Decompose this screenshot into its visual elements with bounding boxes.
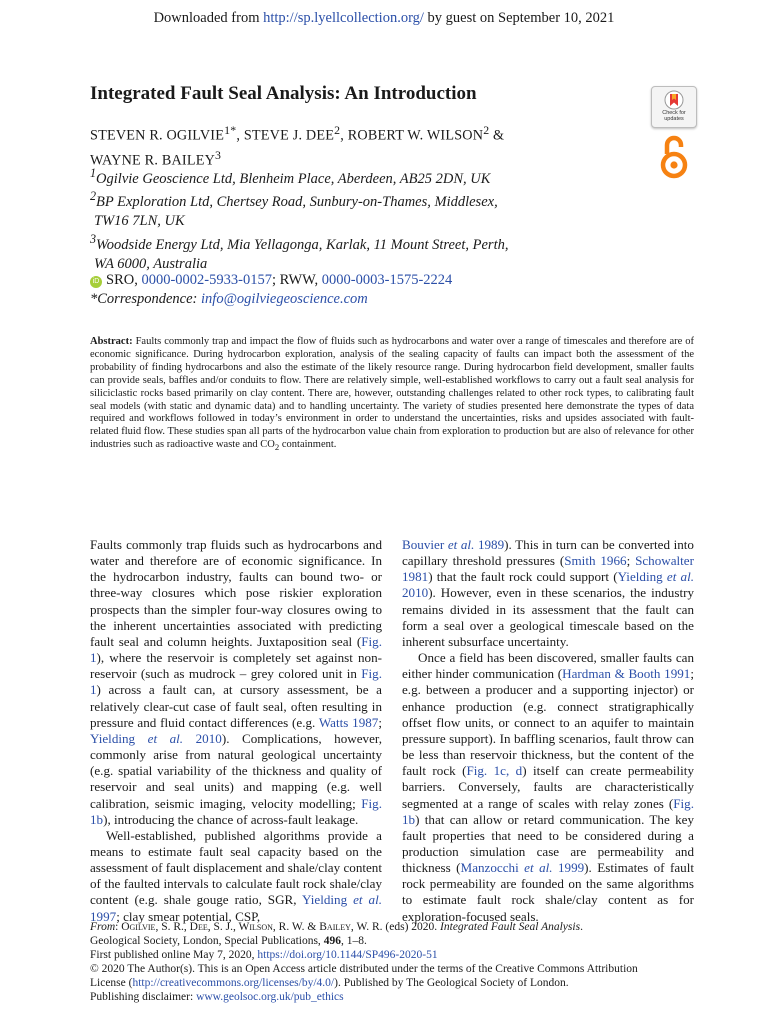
copyright-line: © 2020 The Author(s). This is an Open Access article distributed under the terms of the Creative Commons Attribution: [90, 963, 638, 976]
correspondence-email-link[interactable]: info@ogilviegeoscience.com: [201, 291, 368, 307]
body-text: ) across a fault can, at cursory assessment, be a relatively clear-cut case of fault seal, often resulting in pressure and fluid contact differences (e.g.: [90, 682, 382, 730]
disclaimer-text: Publishing disclaimer:: [90, 991, 197, 1004]
from-label: From: [90, 921, 116, 933]
ref-author: Yielding: [617, 569, 667, 585]
reference-link[interactable]: Watts 1987: [318, 714, 379, 730]
series-text: Geological Society, London, Special Publications,: [90, 935, 324, 948]
license-text: License (: [90, 977, 133, 990]
download-suffix: by guest on September 10, 2021: [423, 10, 615, 26]
author-dee: , STEVE J. DEE: [236, 127, 335, 144]
ref-author: Manzocchi: [460, 860, 525, 876]
affiliation-3: [90, 230, 560, 274]
correspondence-label: *Correspondence:: [90, 291, 202, 307]
abstract-co2-sub: 2: [274, 442, 280, 453]
orcid-link-rww[interactable]: 0000-0003-1575-2224: [321, 272, 453, 288]
ref-author: Bouvier: [402, 537, 448, 552]
body-text: Once a field has been discovered, smaller faults can either hinder communication (: [402, 650, 694, 682]
ref-year: 1989: [474, 537, 505, 552]
affiliation-2-text: BP Exploration Ltd, Chertsey Road, Sunbury-on-Thames, Middlesex,: [96, 193, 498, 210]
body-paragraph: [90, 828, 382, 925]
body-text: ) itself can create permeability barriers. Conversely, faults are characteristically segmented at a range of scales with relay zones (: [402, 763, 694, 811]
disclaimer-link[interactable]: www.geolsoc.org.uk/pub_ethics: [196, 991, 344, 1004]
body-text: ), introducing the chance of across-fault leakage.: [103, 811, 359, 827]
affiliation-1-num: 1: [90, 166, 97, 180]
body-text: ). Estimates of fault rock permeability are founded on the same algorithms to estimate fault rock shale/clay content as for exploration-focused seals.: [402, 860, 694, 924]
orcid-link-sro[interactable]: 0000-0002-5933-0157: [141, 272, 272, 288]
author-bailey: WAYNE R. BAILEY: [90, 152, 216, 169]
series-text: , 1–8.: [340, 935, 367, 948]
abstract-text-end: containment.: [279, 439, 337, 451]
body-text: ;: [626, 553, 636, 569]
body-paragraph: [90, 537, 382, 828]
doi-link[interactable]: https://doi.org/10.1144/SP496-2020-51: [257, 949, 438, 962]
body-column-left: [90, 537, 382, 925]
abstract-label: Abstract:: [90, 336, 133, 347]
published-line: [90, 948, 710, 962]
figure-link[interactable]: Fig. 1b: [402, 795, 694, 827]
download-notice: [0, 10, 768, 27]
reference-link[interactable]: [90, 731, 222, 746]
affiliation-2-num: 2: [90, 189, 97, 203]
figure-link[interactable]: Fig. 1: [90, 666, 382, 698]
license-link[interactable]: http://creativecommons.org/licenses/by/4.0/: [132, 977, 335, 990]
article-title: Integrated Fault Seal Analysis: An Introduction: [90, 83, 477, 104]
body-text: ; e.g. between a producer and a supporting injector) or enhance production (e.g. connect stratigraphically offset flow units, or connect to an aquifer to maintain pressure support). In baffling scenarios, fault throw can be less than reservoir thickness, but the content of the fault rock (: [402, 666, 694, 779]
affiliation-2: [90, 187, 560, 231]
body-text: ). Complications, however, commonly arise from natural geological uncertainty (e.g. spatial variability of the thickness and quality of reservoir and seal units) and mapping (e.g. well calibration, seismic imaging, velocity modelling;: [90, 730, 383, 811]
orcid-icon: iD: [90, 276, 102, 288]
citation-footer: [90, 920, 710, 1005]
citation-text: :: [115, 921, 122, 933]
orcid-label-1: SRO,: [106, 272, 142, 288]
author-wilson: , ROBERT W. WILSON: [340, 127, 484, 144]
ref-author: Yielding: [90, 730, 148, 746]
ref-etal: et al.: [147, 730, 184, 746]
author-bailey-sup: 3: [215, 147, 222, 162]
series-line: [90, 934, 710, 948]
body-text: Faults commonly trap fluids such as hydrocarbons and water and therefore are of economic significance. In the hydrocarbon industry, faults can bound two- or three-way closures which pose riskier exploration prospects than the simpler four-way closures owing to the inherent uncertainties associated with predicting fault seal and column heights. Juxtaposition seal (: [90, 537, 382, 649]
body-column-right: [402, 537, 694, 925]
ref-etal: et al.: [447, 537, 475, 552]
published-text: First published online May 7, 2020,: [90, 949, 258, 962]
affiliation-1: [90, 164, 560, 189]
ref-etal: et al.: [524, 860, 553, 876]
affiliation-3-cont: WA 6000, Australia: [94, 255, 208, 272]
orcid-label-2: ; RWW,: [271, 272, 322, 288]
citation-text: (eds) 2020.: [382, 921, 441, 933]
ref-year: 1999: [552, 860, 585, 876]
body-paragraph: [402, 537, 694, 650]
citation-book-title: Integrated Fault Seal Analysis: [440, 921, 581, 933]
affiliation-3-num: 3: [90, 232, 97, 246]
author-wilson-sup: 2: [483, 123, 490, 137]
orcid-line: [90, 272, 452, 289]
citation-editors: Ogilvie, S. R., Dee, S. J., Wilson, R. W. & Bailey, W. R.: [121, 921, 383, 933]
author-ampersand: &: [489, 127, 505, 144]
body-text: ). This in turn can be converted into capillary threshold pressures (: [402, 537, 694, 569]
check-updates-label: Check for: [662, 110, 686, 116]
ref-etal: et al.: [666, 569, 694, 585]
body-text: ; clay smear potential, CSP,: [116, 908, 261, 924]
figure-link[interactable]: Fig. 1b: [90, 795, 382, 827]
figure-link[interactable]: Fig. 1: [90, 633, 382, 666]
reference-link[interactable]: Hardman & Booth 1991: [562, 666, 691, 682]
body-text: ) that can allow or retard communication. The key fault properties that need to be considered during a production simulation case are permeability and thickness (: [402, 811, 694, 876]
citation-line: [90, 920, 710, 934]
author-ogilvie: STEVEN R. OGILVIE: [90, 127, 225, 144]
reference-link[interactable]: Schowalter 1981: [402, 553, 694, 585]
volume-number: 496: [323, 935, 341, 948]
disclaimer-line: [90, 990, 710, 1004]
reference-link[interactable]: [402, 537, 504, 552]
license-text: ). Published by The Geological Society of London.: [334, 977, 569, 990]
reference-link[interactable]: [461, 860, 585, 875]
license-line: [90, 976, 710, 990]
check-for-updates-button[interactable]: [651, 86, 697, 128]
author-ogilvie-sup: 1*: [224, 123, 237, 137]
ref-author: Yielding: [302, 892, 354, 908]
figure-link[interactable]: Fig. 1c, d: [466, 763, 523, 779]
abstract-text: Faults commonly trap and impact the flow of fluids such as hydrocarbons and water over a range of timescales and therefore are of economic significance. During hydrocarbon exploration, analysis of the sealing capacity of faults can impact both the assessment of the probability of finding hydrocarbons and also the estimate of the likely resource range. During hydrocarbon field development, smaller faults can provide seals, baffles and/or conduits to flow. There are relatively simple, well-established workflows to carry out a fault seal analysis for siliciclastic rocks based primarily on clay content. There are, however, outstanding challenges related to other rock types, to calibrating fault seal models (with static and dynamic data) and to handling uncertainty. The variety of studies presented here demonstrate the types of data required and workflows followed in today’s environment in order to understand the uncertainties, risks and upsides associated with fault-related fluid flow. These studies span all parts of the hydrocarbon value chain from exploration to production but are also of relevance for other industries such as radioactive waste and CO: [90, 336, 694, 451]
body-paragraph: [402, 650, 694, 925]
citation-text: .: [580, 921, 583, 933]
bookmark-ribbon-icon: [663, 90, 685, 110]
author-dee-sup: 2: [334, 123, 341, 137]
ref-etal: et al.: [353, 892, 382, 908]
ref-year: 1997: [90, 908, 117, 924]
body-text: ). However, even in these scenarios, the industry remains divided in its assessment that the fault can form a seal over a geological timescale based on the inherent subsurface uncertainty.: [402, 585, 694, 649]
correspondence-line: [90, 291, 368, 308]
body-text: ) that the fault rock could support (: [428, 569, 618, 585]
download-link[interactable]: http://sp.lyellcollection.org/: [263, 10, 424, 26]
body-text: Well-established, published algorithms provide a means to estimate fault seal capacity based on the assessment of fault displacement and shale/clay content of the faulted intervals to calculate fault rock shale/clay content (e.g. shale gouge ratio, SGR,: [90, 827, 382, 908]
reference-link[interactable]: Smith 1966: [564, 553, 627, 569]
abstract: [90, 336, 694, 454]
body-text: ), where the reservoir is completely set against non-reservoir (such as mudrock – grey colored unit in: [90, 650, 382, 682]
ref-year: 2010: [402, 585, 429, 601]
affiliation-3-text: Woodside Energy Ltd, Mia Yellagonga, Karlak, 11 Mount Street, Perth,: [96, 236, 509, 253]
ref-year: 2010: [183, 730, 222, 746]
open-access-icon: [660, 134, 688, 180]
affiliation-1-text: Ogilvie Geoscience Ltd, Blenheim Place, Aberdeen, AB25 2DN, UK: [96, 170, 491, 187]
affiliation-2-cont: TW16 7LN, UK: [94, 212, 185, 229]
body-text: ;: [378, 714, 382, 730]
updates-label: updates: [664, 116, 684, 122]
download-prefix: Downloaded from: [153, 10, 264, 26]
